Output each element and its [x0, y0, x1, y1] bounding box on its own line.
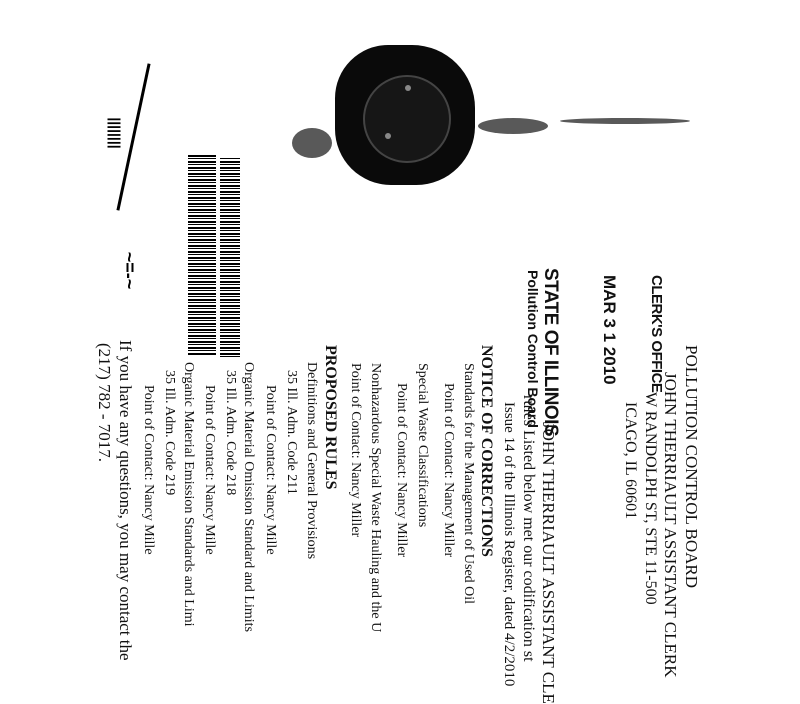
seal-detail [405, 85, 411, 91]
handwritten-mark: ~=‑~ [119, 251, 140, 290]
address-line-1: W RANDOLPH ST, STE 11-500 [642, 392, 659, 605]
stamp-date: MAR 3 1 2010 [600, 275, 619, 385]
corrections-heading: NOTICE OF CORRECTIONS [478, 345, 495, 557]
intro-line-2: Issue 14 of the Illinois Register, dated 4/2/2010 [501, 402, 517, 687]
recipient-name: JOHN THERRIAULT ASSISTANT CLERK [661, 372, 680, 678]
state-seal [335, 45, 475, 185]
rule-title: Organic Material Emission Standards and Limi [181, 362, 196, 627]
proposed-heading: PROPOSED RULES [322, 345, 339, 490]
toner-smear [478, 118, 548, 134]
rule-contact: Point of Contact: Nancy Mille [202, 385, 217, 555]
barcode [220, 158, 240, 358]
correction-contact: Point of Contact: Nancy Miller [348, 363, 363, 538]
rule-contact: Point of Contact: Nancy Mille [263, 385, 278, 555]
intro-line-1: rules Listed below met our codification st [520, 395, 537, 662]
stamp-office: CLERK'S OFFICE [648, 275, 665, 393]
correction-title: Standards for the Management of Used Oil [461, 363, 476, 605]
rule-title: Organic Material Omission Standard and Limits [241, 362, 256, 632]
toner-smear [292, 128, 332, 158]
rule-code: 35 Ill. Adm. Code 211 [284, 370, 299, 495]
rule-code: 35 Ill. Adm. Code 219 [162, 370, 177, 496]
footer-line-1: If you have any questions, you may contact the [116, 340, 135, 661]
stamp-state: STATE OF ILLINOIS [540, 268, 561, 437]
rule-contact: Point of Contact: Nancy Mille [141, 385, 156, 555]
correction-contact: Point of Contact: Nancy Miller [441, 383, 456, 558]
address-line-2: ICAGO, IL 60601 [622, 402, 639, 520]
footer-line-2: (217) 782 - 7017. [95, 343, 114, 462]
barcode [188, 155, 216, 355]
toner-smear [560, 118, 690, 124]
rule-title: Definitions and General Provisions [304, 362, 319, 560]
correction-title: Nonhazardous Special Waste Hauling and the U [368, 363, 383, 633]
rule-code: 35 Ill. Adm. Code 218 [223, 370, 238, 496]
correction-title: Special Waste Classifications [415, 363, 430, 528]
board-name: POLLUTION CONTROL BOARD [682, 345, 701, 589]
handwritten-mark: |||||||| [107, 117, 124, 149]
correction-contact: Point of Contact: Nancy Miller [394, 383, 409, 558]
seal-detail [385, 133, 391, 139]
recipient-name-top: JOHN THERRIAULT ASSISTANT CLE [539, 422, 558, 704]
stamp-board: Pollution Control Board [525, 270, 541, 428]
